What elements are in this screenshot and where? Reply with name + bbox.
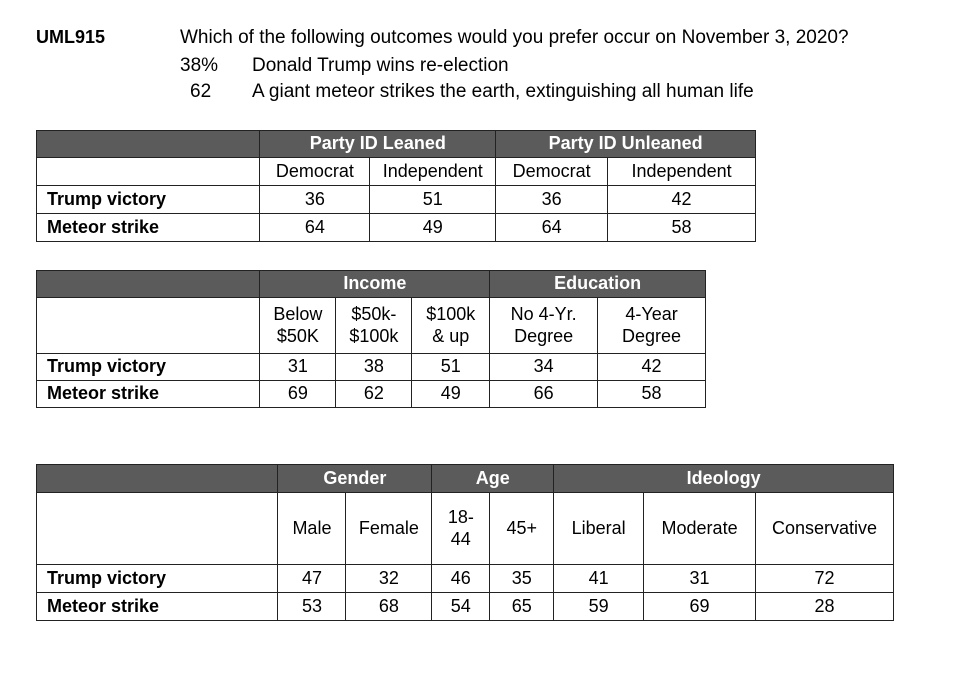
data-cell: 28 xyxy=(756,593,894,621)
question-text: Which of the following outcomes would you prefer occur on November 3, 2020? xyxy=(180,27,849,48)
corner-cell xyxy=(37,271,260,298)
data-cell: 54 xyxy=(432,593,490,621)
data-cell: 47 xyxy=(278,565,346,593)
data-cell: 69 xyxy=(644,593,756,621)
row-label: Meteor strike xyxy=(37,593,278,621)
group-header: Party ID Leaned xyxy=(260,131,496,158)
column-header: 45+ xyxy=(490,493,554,565)
data-cell: 36 xyxy=(260,186,370,214)
corner-cell xyxy=(37,131,260,158)
column-header: 4-Year Degree xyxy=(598,298,706,354)
data-cell: 41 xyxy=(554,565,644,593)
row-label: Trump victory xyxy=(37,354,260,381)
empty-cell xyxy=(37,298,260,354)
group-header: Income xyxy=(260,271,490,298)
column-header: $50k- $100k xyxy=(336,298,412,354)
group-header: Age xyxy=(432,465,554,493)
data-cell: 69 xyxy=(260,381,336,408)
data-cell: 35 xyxy=(490,565,554,593)
column-header: Moderate xyxy=(644,493,756,565)
group-header: Education xyxy=(490,271,706,298)
data-cell: 38 xyxy=(336,354,412,381)
answer-1-text: Donald Trump wins re-election xyxy=(252,55,509,76)
answer-1-pct: 38% xyxy=(180,55,219,76)
table-row xyxy=(37,593,894,621)
group-header: Party ID Unleaned xyxy=(496,131,756,158)
column-header: Female xyxy=(346,493,432,565)
data-cell: 53 xyxy=(278,593,346,621)
empty-cell xyxy=(37,493,278,565)
data-cell: 68 xyxy=(346,593,432,621)
row-label: Trump victory xyxy=(37,186,260,214)
data-cell: 36 xyxy=(496,186,608,214)
data-cell: 72 xyxy=(756,565,894,593)
answer-2-pct: 62 xyxy=(190,81,212,102)
column-header: 18- 44 xyxy=(432,493,490,565)
group-header: Ideology xyxy=(554,465,894,493)
column-header: Democrat xyxy=(260,158,370,186)
answer-2-text: A giant meteor strikes the earth, extinguishing all human life xyxy=(252,81,754,102)
table-row xyxy=(37,381,706,408)
data-cell: 49 xyxy=(412,381,490,408)
data-cell: 59 xyxy=(554,593,644,621)
row-label: Meteor strike xyxy=(37,214,260,242)
table-row xyxy=(37,354,706,381)
data-cell: 49 xyxy=(370,214,496,242)
column-header: Below $50K xyxy=(260,298,336,354)
table-row xyxy=(37,186,756,214)
group-header: Gender xyxy=(278,465,432,493)
data-cell: 51 xyxy=(412,354,490,381)
empty-cell xyxy=(37,158,260,186)
table-row xyxy=(37,214,756,242)
demographics-table xyxy=(36,464,894,621)
data-cell: 58 xyxy=(608,214,756,242)
column-header: Conservative xyxy=(756,493,894,565)
data-cell: 64 xyxy=(496,214,608,242)
party-id-table xyxy=(36,130,756,242)
column-header: No 4-Yr. Degree xyxy=(490,298,598,354)
data-cell: 42 xyxy=(598,354,706,381)
column-header: Liberal xyxy=(554,493,644,565)
data-cell: 42 xyxy=(608,186,756,214)
row-label: Meteor strike xyxy=(37,381,260,408)
table-row xyxy=(37,565,894,593)
column-header: Independent xyxy=(370,158,496,186)
data-cell: 58 xyxy=(598,381,706,408)
column-header: Democrat xyxy=(496,158,608,186)
data-cell: 51 xyxy=(370,186,496,214)
income-education-table xyxy=(36,270,706,408)
data-cell: 65 xyxy=(490,593,554,621)
data-cell: 32 xyxy=(346,565,432,593)
data-cell: 31 xyxy=(260,354,336,381)
column-header: $100k & up xyxy=(412,298,490,354)
data-cell: 66 xyxy=(490,381,598,408)
data-cell: 64 xyxy=(260,214,370,242)
data-cell: 62 xyxy=(336,381,412,408)
column-header: Male xyxy=(278,493,346,565)
data-cell: 31 xyxy=(644,565,756,593)
column-header: Independent xyxy=(608,158,756,186)
question-code: UML915 xyxy=(36,27,106,47)
corner-cell xyxy=(37,465,278,493)
data-cell: 46 xyxy=(432,565,490,593)
row-label: Trump victory xyxy=(37,565,278,593)
data-cell: 34 xyxy=(490,354,598,381)
